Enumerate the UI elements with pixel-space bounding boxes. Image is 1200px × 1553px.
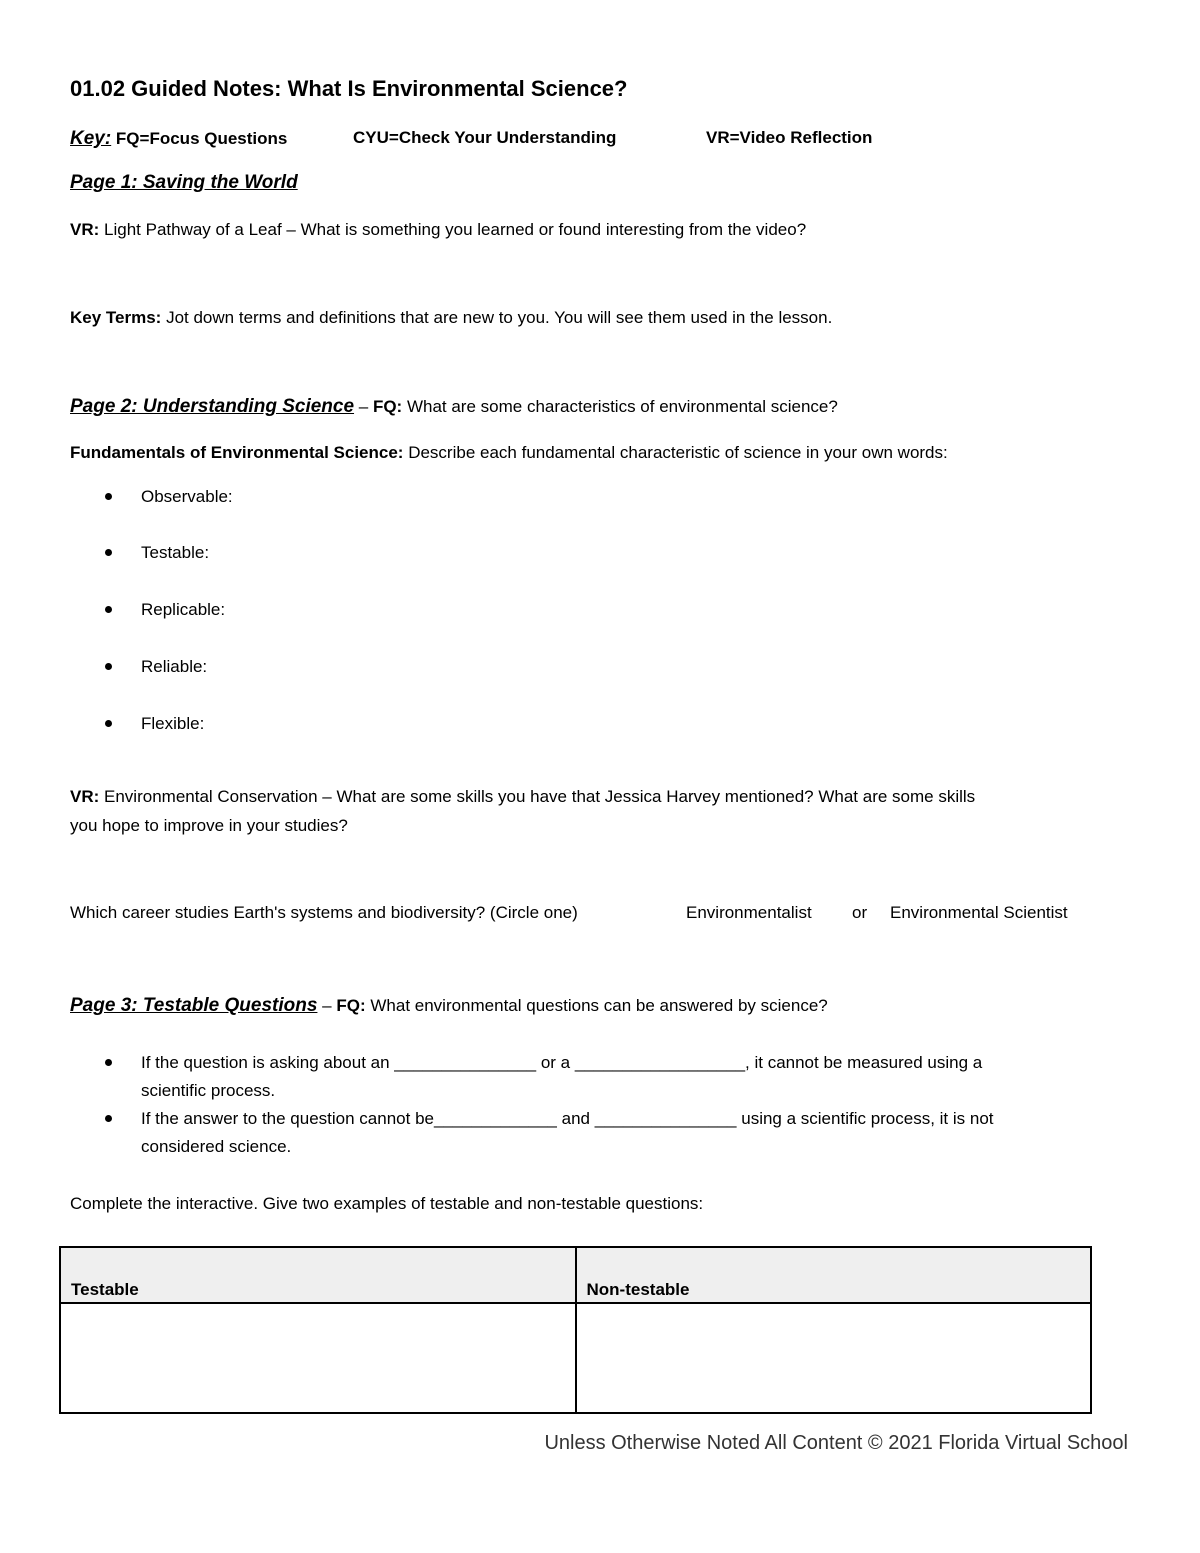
page3-heading: Page 3: Testable Questions <box>70 995 318 1016</box>
characteristic-replicable: Replicable: <box>141 600 226 619</box>
key-cyu: CYU=Check Your Understanding <box>353 128 617 147</box>
key-terms-text: Jot down terms and definitions that are new to you. You will see them used in the lesson. <box>166 308 833 327</box>
document-title: 01.02 Guided Notes: What Is Environmental Science? <box>70 76 628 101</box>
page3-fq-text: What environmental questions can be answered by science? <box>370 996 828 1015</box>
bullet-icon <box>105 1115 112 1122</box>
non-testable-answer-cell[interactable] <box>576 1303 1092 1413</box>
key-fq: FQ=Focus Questions <box>115 129 288 148</box>
page3-heading-line <box>70 995 828 1017</box>
rule1-line1[interactable]: If the question is asking about an _______________ or a __________________, it cannot be measured using a <box>141 1053 983 1072</box>
testable-header: Testable <box>60 1247 576 1303</box>
rule2-line1[interactable]: If the answer to the question cannot be_____________ and _______________ using a scientific process, it is not <box>141 1109 994 1128</box>
vr-label: VR: <box>70 220 100 239</box>
bullet-icon <box>105 549 112 556</box>
bullet-icon <box>105 720 112 727</box>
bullet-icon <box>105 1059 112 1066</box>
vr-label: VR: <box>70 787 100 806</box>
bullet-icon <box>105 493 112 500</box>
page2-fq-text: What are some characteristics of environmental science? <box>406 397 838 416</box>
page1-heading: Page 1: Saving the World <box>70 172 298 193</box>
rule2-line2: considered science. <box>141 1137 292 1156</box>
bullet-icon <box>105 663 112 670</box>
key-vr: VR=Video Reflection <box>706 128 873 147</box>
page3-fq-label: FQ: <box>336 996 366 1015</box>
rule1-line2: scientific process. <box>141 1081 276 1100</box>
page2-vr <box>70 787 975 807</box>
non-testable-header: Non-testable <box>576 1247 1092 1303</box>
key-terms-label: Key Terms: <box>70 308 162 327</box>
fundamentals-text: Describe each fundamental characteristic of science in your own words: <box>408 443 948 462</box>
page2-fq-label: FQ: <box>372 397 403 416</box>
page2-heading: Page 2: Understanding Science <box>70 396 355 417</box>
choice-or: or <box>852 903 868 922</box>
characteristic-testable: Testable: <box>141 543 210 562</box>
testable-answer-cell[interactable] <box>60 1303 576 1413</box>
page1-vr <box>70 220 806 240</box>
career-question: Which career studies Earth's systems and biodiversity? (Circle one) <box>70 903 578 922</box>
fundamentals-label: Fundamentals of Environmental Science: <box>70 443 404 462</box>
bullet-icon <box>105 606 112 613</box>
examples-table <box>59 1246 1092 1414</box>
characteristic-flexible: Flexible: <box>141 714 205 733</box>
page2-dash: – <box>354 397 373 416</box>
key-terms <box>70 308 832 328</box>
fundamentals-line <box>70 443 948 463</box>
copyright-footer: Unless Otherwise Noted All Content © 2021 Florida Virtual School <box>544 1432 1128 1454</box>
characteristic-observable: Observable: <box>141 487 233 506</box>
vr-line1: Environmental Conservation – What are some skills you have that Jessica Harvey mentioned? What are some skills <box>104 787 976 806</box>
vr-line2: you hope to improve in your studies? <box>70 816 348 835</box>
choice-environmental-scientist[interactable]: Environmental Scientist <box>890 903 1068 922</box>
key-legend <box>70 128 287 150</box>
page2-heading-line <box>70 396 838 418</box>
choice-environmentalist[interactable]: Environmentalist <box>686 903 812 922</box>
vr-text: Light Pathway of a Leaf – What is something you learned or found interesting from the video? <box>104 220 807 239</box>
characteristic-reliable: Reliable: <box>141 657 208 676</box>
page3-dash: – <box>317 996 337 1015</box>
key-label: Key: <box>70 128 112 149</box>
interactive-instructions: Complete the interactive. Give two examples of testable and non-testable questions: <box>70 1194 704 1213</box>
